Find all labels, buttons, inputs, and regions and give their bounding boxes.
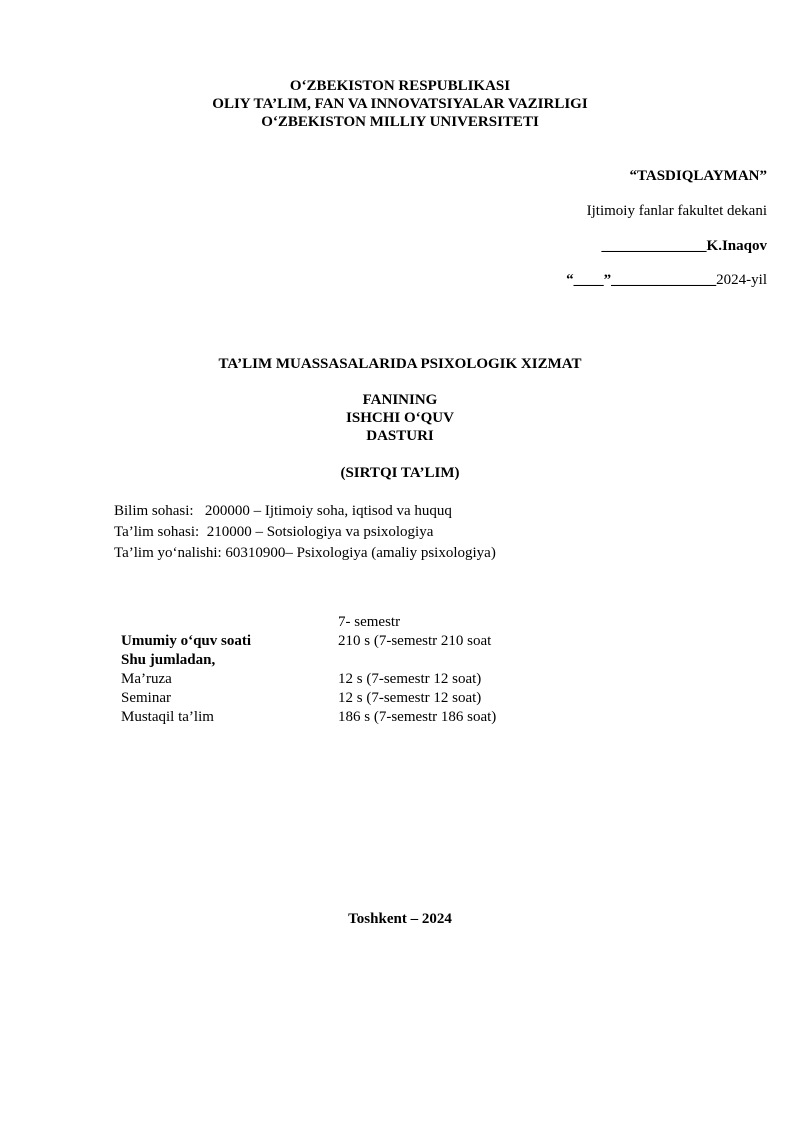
hours-table	[121, 613, 496, 727]
header-university: O‘ZBEKISTON MILLIY UNIVERSITETI	[261, 114, 539, 130]
lecture-value: 12 s (7-semestr 12 soat)	[338, 671, 482, 687]
independent-value: 186 s (7-semestr 186 soat)	[338, 709, 497, 725]
header-country: O‘ZBEKISTON RESPUBLIKASI	[289, 78, 511, 94]
hours-seminar-row	[121, 689, 496, 708]
total-hours-value: 210 s (7-semestr 210 soat	[338, 633, 492, 649]
program-line-1: FANINING	[362, 392, 438, 408]
approval-signature	[602, 238, 767, 255]
program-heading	[0, 391, 800, 445]
fields-block	[114, 501, 496, 564]
place-year: Toshkent – 2024	[348, 911, 452, 927]
date-year: 2024-yil	[716, 272, 767, 288]
date-month-blank: ______________	[611, 272, 717, 288]
course-title: TA’LIM MUASSASALARIDA PSIXOLOGIK XIZMAT	[218, 356, 582, 372]
date-day-blank: ____	[573, 272, 604, 288]
hours-lecture-row	[121, 670, 496, 689]
study-form: (SIRTQI TA’LIM)	[340, 465, 460, 481]
semester-header: 7- semestr	[338, 614, 401, 630]
approval-title: “TASDIQLAYMAN”	[629, 168, 767, 184]
approval-position: Ijtimoiy fanlar fakultet dekani	[586, 203, 767, 219]
date-open-quote: “	[566, 272, 574, 288]
ministry-header	[0, 77, 800, 131]
including-label: Shu jumladan,	[121, 652, 216, 668]
hours-header-row	[121, 613, 496, 632]
independent-label: Mustaqil ta’lim	[121, 709, 214, 725]
lecture-label: Ma’ruza	[121, 671, 172, 687]
knowledge-area: Bilim sohasi: 200000 – Ijtimoiy soha, iqtisod va huquq	[114, 503, 452, 519]
education-direction: Ta’lim yo‘nalishi: 60310900– Psixologiya (amaliy psixologiya)	[114, 545, 496, 561]
signature-line: ______________	[601, 238, 707, 254]
approval-date	[566, 272, 767, 289]
seminar-label: Seminar	[121, 690, 171, 706]
seminar-value: 12 s (7-semestr 12 soat)	[338, 690, 482, 706]
program-line-2: ISHCHI O‘QUV	[346, 410, 454, 426]
total-hours-label: Umumiy o‘quv soati	[121, 633, 252, 649]
education-area: Ta’lim sohasi: 210000 – Sotsiologiya va psixologiya	[114, 524, 434, 540]
hours-independent-row	[121, 708, 496, 727]
hours-including-row	[121, 651, 496, 670]
hours-total-row	[121, 632, 496, 651]
approval-signer: K.Inaqov	[706, 238, 767, 254]
date-close-quote: ”	[603, 272, 612, 288]
program-line-3: DASTURI	[366, 428, 434, 444]
header-ministry: OLIY TA’LIM, FAN VA INNOVATSIYALAR VAZIRLIGI	[212, 96, 588, 112]
